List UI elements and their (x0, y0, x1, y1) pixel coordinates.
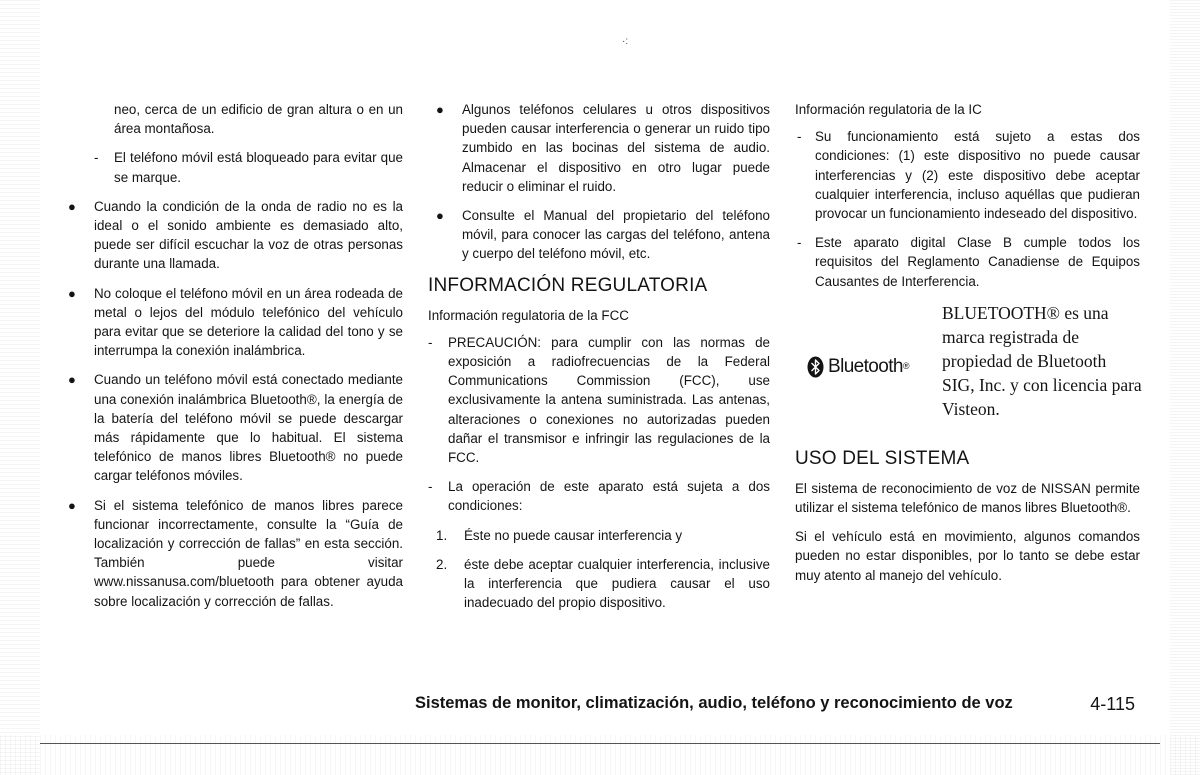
bluetooth-trademark-note: BLUETOOTH® es una marca registrada de propiedad de Bluetooth SIG, Inc. y con licencia para Visteon. (942, 302, 1142, 419)
bullet-text: Algunos teléfonos celulares u otros dispositivos pueden causar interferencia o generar un ruido tipo zumbido en las bocinas del sistema de audio. Almacenar el dispositivo en otro lugar puede reducir o eliminar el ruido. (462, 102, 770, 194)
footer-section-title: Sistemas de monitor, climatización, audio, teléfono y reconocimiento de voz (415, 694, 1013, 712)
bullet-marker: ● (436, 208, 444, 224)
bullet-item (68, 284, 403, 361)
dash-item (428, 333, 770, 467)
dash-item (795, 127, 1140, 223)
bluetooth-trademark-block (795, 301, 1140, 441)
item-number: 1. (436, 527, 448, 543)
paragraph: El sistema de reconocimiento de voz de NISSAN permite utilizar el sistema telefónico de manos libres Bluetooth®. (795, 480, 1140, 516)
subheading-fcc: Información regulatoria de la FCC (428, 307, 629, 323)
bullet-item (428, 100, 770, 196)
scan-edge-left (0, 0, 40, 775)
paragraph: Si el vehículo está en movimiento, algunos comandos pueden no estar disponibles, por lo tanto se debe estar muy atento al manejo del vehículo. (795, 529, 1140, 583)
bullet-text: Consulte el Manual del propietario del teléfono móvil, para conocer las cargas del teléfono, antena y cuerpo del teléfono móvil, etc. (462, 208, 770, 262)
item-number: 2. (436, 556, 448, 572)
numbered-item (428, 555, 770, 613)
bullet-text: Cuando un teléfono móvil está conectado mediante una conexión inalámbrica Bluetooth®, la energía de la batería del teléfono móvil se puede descargar más rápidamente que lo habitual. El sistema telefónico de manos libres Bluetooth® no puede cargar teléfonos móviles. (94, 372, 403, 484)
bullet-item (428, 206, 770, 264)
bluetooth-logo (807, 356, 910, 378)
section-heading-system-use: USO DEL SISTEMA (795, 447, 970, 469)
bullet-text: Si el sistema telefónico de manos libres parece funcionar incorrectamente, consulte la “Guía de localización y corrección de fallas” en esta sección. También puede visitar www.nissanusa.com/bluetooth para obtener ayuda sobre localización y corrección de fallas. (94, 497, 403, 609)
numbered-item-text: éste debe aceptar cualquier interferencia, inclusive la interferencia que pudiera causar el uso inadecuado del propio dispositivo. (464, 556, 770, 611)
bullet-marker: ● (68, 372, 76, 388)
bottom-rule (40, 743, 1160, 744)
dash-item-text: El teléfono móvil está bloqueado para evitar que se marque. (114, 150, 403, 185)
bullet-marker: ● (436, 102, 444, 117)
subheading-ic: Información regulatoria de la IC (795, 102, 982, 117)
scan-speck: ·: (622, 36, 629, 47)
dash-marker: - (797, 235, 802, 251)
dash-marker: - (94, 150, 99, 166)
bullet-item (68, 370, 403, 485)
bluetooth-wordmark: Bluetooth (828, 356, 903, 378)
scan-edge-bottom (0, 735, 1200, 775)
page-number: 4-115 (1090, 694, 1135, 714)
column-3 (795, 100, 1140, 595)
bullet-marker: ● (68, 198, 76, 214)
bluetooth-icon (807, 356, 824, 378)
dash-item-text: Su funcionamiento está sujeto a estas dos condiciones: (1) este dispositivo no puede causar interferencias y (2) este dispositivo debe aceptar cualquier interferencia, incluso aquéllas que pudieran provocar un funcionamiento indeseado del dispositivo. (815, 129, 1140, 222)
scan-edge-right (1170, 0, 1200, 775)
bullet-marker: ● (68, 285, 76, 301)
dash-marker: - (428, 479, 433, 495)
bullet-marker: ● (68, 497, 76, 513)
column-1 (68, 100, 403, 621)
bullet-text: No coloque el teléfono móvil en un área rodeada de metal o lejos del módulo telefónico del vehículo para evitar que se deteriore la calidad del tono y se interrumpa la conexión inalámbrica. (94, 285, 403, 359)
column-2 (428, 100, 770, 622)
dash-item-text: La operación de este aparato está sujeta a dos condiciones: (448, 479, 770, 514)
dash-item (68, 148, 403, 186)
bullet-item (68, 496, 403, 611)
dash-item (428, 477, 770, 515)
registered-mark: ® (902, 361, 910, 372)
dash-marker: - (797, 129, 802, 145)
section-heading-regulatory: INFORMACIÓN REGULATORIA (428, 274, 708, 296)
dash-item-text: PRECAUCIÓN: para cumplir con las normas de exposición a radiofrecuencias de la Federal Communications Commission (FCC), use exclusivamente la antena suministrada. Las antenas, alteraciones o conexiones no autorizadas pueden dañar el transmisor e infringir las regulaciones de la FCC. (448, 334, 770, 466)
dash-item-text: Este aparato digital Clase B cumple todos los requisitos del Reglamento Canadiense de Equipos Causantes de Interferencia. (815, 235, 1140, 289)
dash-item (795, 233, 1140, 291)
bullet-item (68, 197, 403, 274)
numbered-item-text: Éste no puede causar interferencia y (464, 527, 683, 543)
numbered-item (428, 526, 770, 545)
bullet-text: Cuando la condición de la onda de radio no es la ideal o el sonido ambiente es demasiado alto, puede ser difícil escuchar la voz de otras personas durante una llamada. (94, 198, 403, 272)
continued-text: neo, cerca de un edificio de gran altura o en un área montañosa. (114, 102, 403, 137)
page-footer (415, 694, 1135, 715)
dash-marker: - (428, 334, 433, 350)
